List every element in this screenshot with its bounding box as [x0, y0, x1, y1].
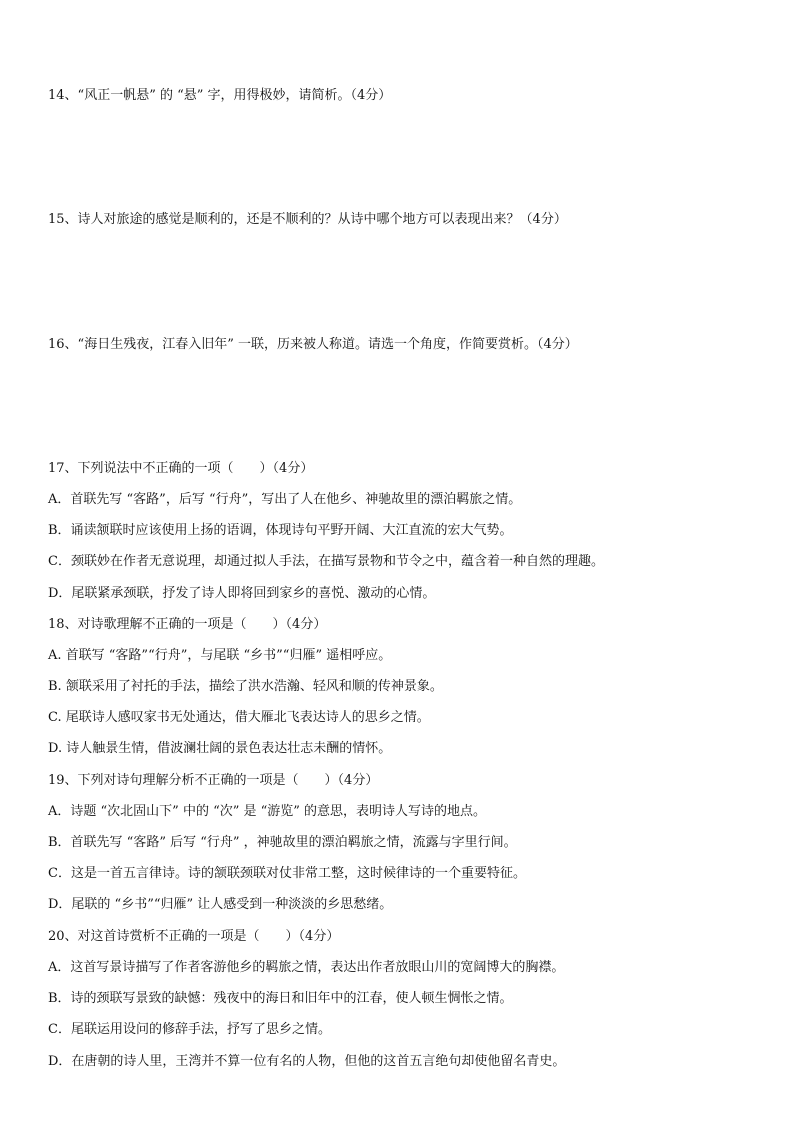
question-20-option-a: A．这首写景诗描写了作者客游他乡的羁旅之情，表达出作者放眼山川的宽阔博大的胸襟。: [48, 960, 565, 975]
question-19-option-d: D．尾联的 “乡书”“归雁” 让人感受到一种淡淡的乡思愁绪。: [48, 897, 393, 912]
question-17-option-b: B．诵读颔联时应该使用上扬的语调，体现诗句平野开阔、大江直流的宏大气势。: [48, 523, 513, 538]
question-19-option-a: A．诗题 “次北固山下” 中的 “次” 是 “游览” 的意思，表明诗人写诗的地点。: [48, 804, 487, 819]
question-19-option-c: C．这是一首五言律诗。诗的颔联颈联对仗非常工整，这时候律诗的一个重要特征。: [48, 866, 526, 881]
question-17-stem: 17、下列说法中不正确的一项（ ）（4分）: [48, 461, 314, 476]
question-17-option-a: A．首联先写 “客路”，后写 “行舟”，写出了人在他乡、神驰故里的漂泊羁旅之情。: [48, 492, 522, 507]
question-20-option-b: B．诗的颈联写景致的缺憾：残夜中的海日和旧年中的江春，使人顿生惆怅之情。: [48, 991, 513, 1006]
question-19-stem: 19、下列对诗句理解分析不正确的一项是（ ）（4分）: [48, 773, 379, 788]
question-18-stem: 18、对诗歌理解不正确的一项是（ ）（4分）: [48, 617, 327, 632]
question-20-stem: 20、对这首诗赏析不正确的一项是（ ）（4分）: [48, 929, 340, 944]
question-16: 16、“海日生残夜，江春入旧年” 一联，历来被人称道。请选一个角度，作简要赏析。（4分）: [48, 337, 578, 352]
question-18-option-b: B. 颔联采用了衬托的手法，描绘了洪水浩瀚、轻风和顺的传神景象。: [48, 679, 443, 694]
question-18-option-d: D. 诗人触景生情，借波澜壮阔的景色表达壮志未酬的情怀。: [48, 741, 392, 756]
question-18-option-a: A. 首联写 “客路”“行舟”，与尾联 “乡书”“归雁” 遥相呼应。: [48, 648, 392, 663]
question-17-option-c: C．颈联妙在作者无意说理，却通过拟人手法，在描写景物和节令之中，蕴含着一种自然的理趣。: [48, 554, 604, 569]
question-17-option-d: D．尾联紧承颈联，抒发了诗人即将回到家乡的喜悦、激动的心情。: [48, 586, 436, 601]
question-19-option-b: B．首联先写 “客路” 后写 “行舟” ，神驰故里的漂泊羁旅之情，流露与字里行间。: [48, 835, 517, 850]
question-18-option-c: C. 尾联诗人感叹家书无处通达，借大雁北飞表达诗人的思乡之情。: [48, 710, 430, 725]
question-14: 14、“风正一帆悬” 的 “悬” 字，用得极妙，请简析。（4分）: [48, 88, 392, 103]
question-15: 15、诗人对旅途的感觉是顺利的，还是不顺利的？从诗中哪个地方可以表现出来？（4分）: [48, 212, 567, 227]
question-20-option-c: C．尾联运用设问的修辞手法，抒写了思乡之情。: [48, 1022, 331, 1037]
question-20-option-d: D．在唐朝的诗人里，王湾并不算一位有名的人物，但他的这首五言绝句却使他留名青史。: [48, 1054, 566, 1069]
